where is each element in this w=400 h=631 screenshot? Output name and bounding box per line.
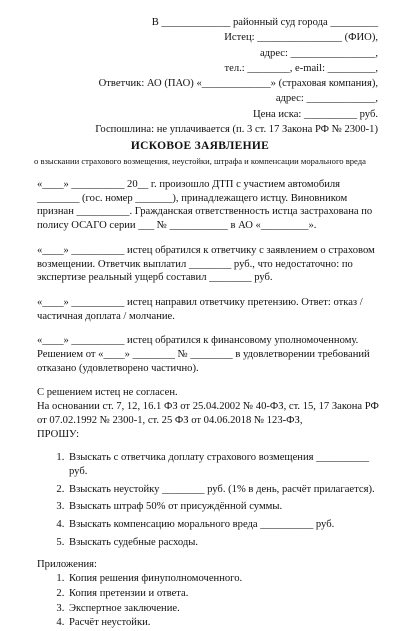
header-line-defendant-address: адрес: _____________, bbox=[275, 93, 378, 105]
request-item: 2. Взыскать неустойку ________ руб. (1% в день, расчёт прилагается). bbox=[67, 483, 382, 497]
header-line-court: В _____________ районный суд города _________ bbox=[151, 17, 378, 28]
paragraph-claim: «____» __________ истец обратился к ответчику с заявлением о страховом возмещении. Ответчик выплатил ________ руб., что недостаточно: по экспертизе реальный ущерб составил ________ руб. bbox=[37, 244, 375, 284]
header-line-contacts: тел.: ________, e-mail: _________, bbox=[224, 62, 378, 74]
paragraph-accident: «____» __________ 20__ г. произошло ДТП с участием автомобиля ________ (гос. номер _______), принадлежащего истцу. Виновником признан __________. Гражданская ответственность истца застрахована по полису ОСАГО серии ___ № ___________ в АО «_________». bbox=[37, 179, 373, 232]
header-line-fee: Госпошлина: не уплачивается (п. 3 ст. 17 Закона РФ № 2300-1) bbox=[95, 124, 378, 136]
request-item: 1. Взыскать с ответчика доплату страхового возмещения __________ руб. bbox=[67, 451, 382, 478]
document-body bbox=[37, 178, 382, 631]
appendix-item: 3. Экспертное заключение. bbox=[67, 602, 382, 616]
request-item: 4. Взыскать компенсацию морального вреда __________ руб. bbox=[67, 518, 382, 532]
document-subtitle: о взыскании страхового возмещения, неустойки, штрафа и компенсации морального вреда bbox=[34, 156, 366, 166]
appendix-item: 1. Копия решения финуполномоченного. bbox=[67, 572, 382, 586]
document-title: ИСКОВОЕ ЗАЯВЛЕНИЕ bbox=[130, 140, 270, 152]
paragraph-ombudsman: «____» __________ истец обратился к финансовому уполномоченному. Решением от «____» ________ № ________ в удовлетворении требований отказано (удовлетворено частично). bbox=[37, 335, 370, 374]
appendix-item: 2. Копия претензии и ответа. bbox=[67, 587, 382, 601]
paragraph-pretension: «____» __________ истец направил ответчику претензию. Ответ: отказ / частичная доплата / молчание. bbox=[37, 296, 363, 322]
appendix-section bbox=[37, 558, 382, 630]
appendix-item: 4. Расчёт неустойки. bbox=[67, 616, 382, 630]
request-list bbox=[37, 451, 382, 549]
paragraph-request-heading: ПРОШУ: bbox=[37, 428, 80, 440]
header-line-plaintiff-address: адрес: ________________, bbox=[259, 47, 378, 59]
request-item: 5. Взыскать судебные расходы. bbox=[67, 536, 382, 550]
appendix-list bbox=[37, 572, 382, 630]
addressee-header bbox=[0, 15, 400, 137]
header-line-plaintiff: Истец: ________________ (ФИО), bbox=[224, 32, 378, 44]
paragraph-legal-basis: На основании ст. 7, 12, 16.1 ФЗ от 25.04.2002 № 40-ФЗ, ст. 15, 17 Закона РФ от 07.02.1992 № 2300-1, ст. 25 ФЗ от 04.06.2018 № 123-ФЗ, bbox=[37, 401, 379, 426]
paragraph-disagree: С решением истец не согласен. bbox=[37, 387, 178, 399]
header-line-claim-price: Цена иска: __________ руб. bbox=[253, 108, 378, 120]
appendix-heading: Приложения: bbox=[37, 559, 97, 571]
header-line-defendant: Ответчик: АО (ПАО) «_____________» (страховая компания), bbox=[98, 78, 378, 90]
request-item: 3. Взыскать штраф 50% от присуждённой суммы. bbox=[67, 500, 382, 514]
